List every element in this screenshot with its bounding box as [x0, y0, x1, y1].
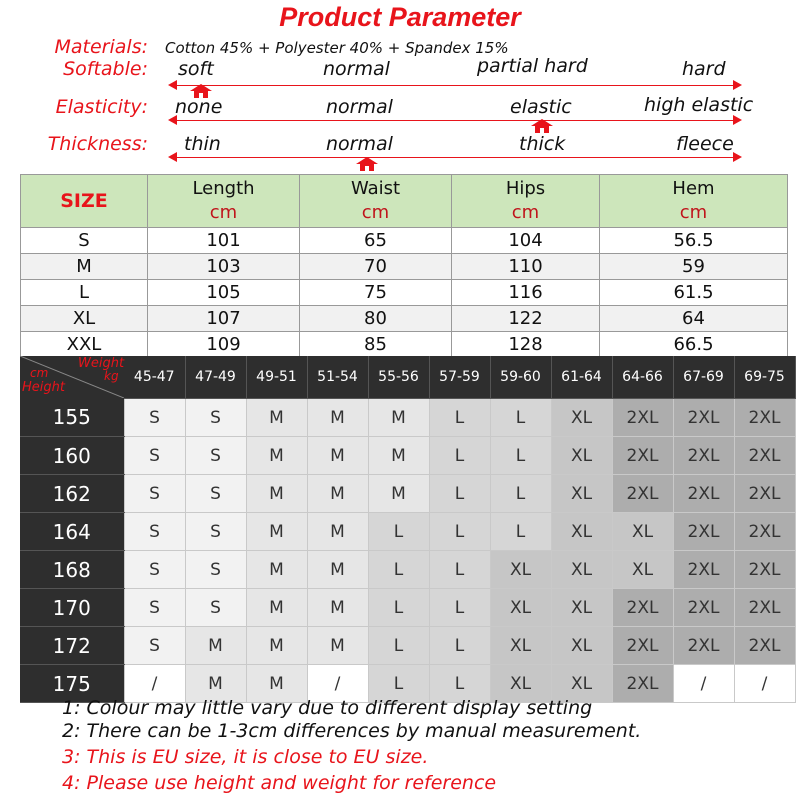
size-recommendation-cell: 2XL: [673, 437, 734, 475]
elasticity-option-high-elastic: high elastic: [644, 94, 754, 116]
size-measurement-table: [20, 174, 788, 358]
table-row: [21, 306, 788, 332]
size-recommendation-cell: L: [490, 437, 551, 475]
page-title: Product Parameter: [279, 2, 521, 32]
size-recommendation-cell: XL: [551, 437, 612, 475]
table-row: [20, 513, 795, 551]
size-recommendation-cell: M: [368, 399, 429, 437]
weight-range-header: 49-51: [246, 356, 307, 399]
hips-column-header: [452, 175, 600, 228]
size-recommendation-cell: L: [368, 627, 429, 665]
weight-axis-label: Weight: [78, 356, 125, 371]
elasticity-option-normal: normal: [326, 96, 393, 118]
length-unit: cm: [209, 202, 238, 223]
weight-range-header: 69-75: [734, 356, 795, 399]
size-cell: XL: [21, 306, 148, 332]
size-recommendation-cell: L: [490, 513, 551, 551]
weight-range-header: 55-56: [368, 356, 429, 399]
length-cell: 109: [148, 332, 300, 358]
height-weight-size-chart: [20, 356, 796, 703]
table-row: [20, 589, 795, 627]
table-row: [20, 399, 795, 437]
thickness-option-fleece: fleece: [676, 133, 734, 155]
size-table-header-row: [21, 175, 788, 228]
size-recommendation-cell: L: [490, 475, 551, 513]
weight-range-header: 45-47: [124, 356, 185, 399]
size-recommendation-cell: M: [307, 551, 368, 589]
elasticity-selected-marker-icon: [531, 119, 553, 133]
size-recommendation-cell: XL: [551, 551, 612, 589]
length-cell: 101: [148, 228, 300, 254]
height-value-cell: 172: [20, 627, 124, 665]
thickness-scale: [170, 157, 740, 158]
size-recommendation-cell: S: [124, 399, 185, 437]
table-row: [20, 551, 795, 589]
size-recommendation-cell: M: [246, 627, 307, 665]
size-recommendation-cell: 2XL: [612, 437, 673, 475]
softable-option-normal: normal: [323, 58, 390, 80]
hem-column-header: [600, 175, 788, 228]
size-recommendation-cell: M: [246, 437, 307, 475]
size-recommendation-cell: M: [246, 475, 307, 513]
hips-header-label: Hips: [505, 178, 546, 199]
height-value-cell: 155: [20, 399, 124, 437]
hem-cell: 56.5: [600, 228, 788, 254]
weight-range-header: 57-59: [429, 356, 490, 399]
hem-cell: 64: [600, 306, 788, 332]
size-cell: M: [21, 254, 148, 280]
size-recommendation-cell: 2XL: [734, 437, 795, 475]
size-recommendation-cell: XL: [551, 665, 612, 703]
weight-range-header: 59-60: [490, 356, 551, 399]
weight-range-header: 64-66: [612, 356, 673, 399]
size-recommendation-cell: XL: [551, 399, 612, 437]
size-recommendation-cell: 2XL: [673, 589, 734, 627]
size-recommendation-cell: M: [246, 589, 307, 627]
size-recommendation-cell: XL: [551, 589, 612, 627]
size-recommendation-cell: XL: [551, 513, 612, 551]
table-row: [20, 437, 795, 475]
size-recommendation-cell: M: [368, 437, 429, 475]
materials-label: Materials:: [54, 36, 148, 58]
hem-cell: 59: [600, 254, 788, 280]
thickness-option-thin: thin: [184, 133, 221, 155]
thickness-option-thick: thick: [519, 133, 566, 155]
hem-unit: cm: [679, 202, 708, 223]
size-recommendation-cell: S: [124, 475, 185, 513]
size-recommendation-cell: 2XL: [734, 475, 795, 513]
size-recommendation-cell: 2XL: [734, 399, 795, 437]
size-recommendation-cell: XL: [551, 475, 612, 513]
size-recommendation-cell: L: [368, 589, 429, 627]
size-recommendation-cell: L: [490, 399, 551, 437]
table-row: [20, 627, 795, 665]
materials-value: Cotton 45% + Polyester 40% + Spandex 15%: [165, 39, 509, 57]
size-recommendation-cell: M: [307, 589, 368, 627]
waist-header-label: Waist: [350, 178, 401, 199]
size-recommendation-cell: 2XL: [734, 551, 795, 589]
size-recommendation-cell: XL: [612, 513, 673, 551]
size-column-header: SIZE: [21, 175, 148, 228]
size-recommendation-cell: M: [185, 627, 246, 665]
hips-cell: 104: [452, 228, 600, 254]
note-3: 3: This is EU size, it is close to EU size.: [62, 746, 429, 768]
size-recommendation-cell: S: [185, 437, 246, 475]
size-recommendation-cell: L: [429, 551, 490, 589]
size-recommendation-cell: 2XL: [734, 627, 795, 665]
size-cell: L: [21, 280, 148, 306]
softable-option-hard: hard: [682, 58, 726, 80]
size-recommendation-cell: XL: [490, 589, 551, 627]
size-recommendation-cell: 2XL: [734, 589, 795, 627]
height-value-cell: 162: [20, 475, 124, 513]
size-recommendation-cell: M: [246, 665, 307, 703]
weight-range-header: 67-69: [673, 356, 734, 399]
size-recommendation-cell: M: [307, 399, 368, 437]
hips-unit: cm: [511, 202, 540, 223]
size-recommendation-cell: M: [185, 665, 246, 703]
length-cell: 103: [148, 254, 300, 280]
size-recommendation-cell: 2XL: [612, 399, 673, 437]
hips-cell: 116: [452, 280, 600, 306]
size-recommendation-cell: S: [124, 551, 185, 589]
size-recommendation-cell: L: [429, 475, 490, 513]
size-recommendation-cell: M: [307, 475, 368, 513]
waist-column-header: [300, 175, 452, 228]
size-recommendation-cell: L: [429, 437, 490, 475]
size-recommendation-cell: L: [429, 513, 490, 551]
size-recommendation-cell: /: [734, 665, 795, 703]
size-recommendation-cell: S: [124, 589, 185, 627]
waist-cell: 85: [300, 332, 452, 358]
size-recommendation-cell: M: [246, 551, 307, 589]
size-recommendation-cell: S: [124, 627, 185, 665]
size-recommendation-cell: L: [368, 551, 429, 589]
hem-header-label: Hem: [672, 178, 715, 199]
waist-unit: cm: [361, 202, 390, 223]
size-recommendation-cell: XL: [551, 627, 612, 665]
size-recommendation-cell: XL: [490, 627, 551, 665]
size-recommendation-cell: 2XL: [734, 513, 795, 551]
size-recommendation-cell: S: [185, 589, 246, 627]
size-recommendation-cell: /: [124, 665, 185, 703]
height-unit-label: cm: [30, 366, 49, 380]
size-recommendation-cell: 2XL: [673, 399, 734, 437]
elasticity-scale: [170, 120, 740, 121]
size-recommendation-cell: 2XL: [612, 589, 673, 627]
weight-range-header: 61-64: [551, 356, 612, 399]
height-value-cell: 160: [20, 437, 124, 475]
size-recommendation-cell: 2XL: [612, 475, 673, 513]
elasticity-option-none: none: [175, 96, 223, 118]
height-value-cell: 164: [20, 513, 124, 551]
size-recommendation-cell: XL: [612, 551, 673, 589]
size-recommendation-cell: M: [307, 437, 368, 475]
size-recommendation-cell: S: [185, 399, 246, 437]
size-recommendation-cell: /: [673, 665, 734, 703]
note-2: 2: There can be 1-3cm differences by manual measurement.: [62, 720, 642, 742]
size-recommendation-cell: M: [307, 627, 368, 665]
softable-scale: [170, 85, 740, 86]
size-recommendation-cell: L: [429, 589, 490, 627]
size-recommendation-cell: S: [124, 513, 185, 551]
waist-cell: 80: [300, 306, 452, 332]
grid-corner-cell: [20, 356, 124, 399]
height-value-cell: 170: [20, 589, 124, 627]
weight-range-header: 51-54: [307, 356, 368, 399]
length-cell: 107: [148, 306, 300, 332]
size-recommendation-cell: 2XL: [673, 513, 734, 551]
size-recommendation-cell: M: [307, 513, 368, 551]
size-recommendation-cell: L: [368, 665, 429, 703]
thickness-selected-marker-icon: [356, 157, 378, 171]
hips-cell: 128: [452, 332, 600, 358]
size-recommendation-cell: S: [124, 437, 185, 475]
waist-cell: 75: [300, 280, 452, 306]
grid-header-row: [20, 356, 795, 399]
waist-cell: 65: [300, 228, 452, 254]
length-column-header: [148, 175, 300, 228]
thickness-option-normal: normal: [326, 133, 393, 155]
table-row: [21, 280, 788, 306]
size-recommendation-cell: 2XL: [673, 551, 734, 589]
size-recommendation-cell: 2XL: [612, 627, 673, 665]
size-recommendation-cell: L: [429, 627, 490, 665]
note-1: 1: Colour may little vary due to different display setting: [62, 697, 593, 719]
length-cell: 105: [148, 280, 300, 306]
height-axis-label: Height: [22, 380, 65, 395]
height-value-cell: 168: [20, 551, 124, 589]
hips-cell: 110: [452, 254, 600, 280]
weight-range-header: 47-49: [185, 356, 246, 399]
hem-cell: 66.5: [600, 332, 788, 358]
size-recommendation-cell: M: [246, 513, 307, 551]
size-recommendation-cell: M: [368, 475, 429, 513]
note-4: 4: Please use height and weight for reference: [62, 772, 497, 794]
table-row: [21, 332, 788, 358]
size-recommendation-cell: L: [368, 513, 429, 551]
size-recommendation-cell: 2XL: [673, 475, 734, 513]
softable-option-partial-hard: partial hard: [477, 55, 588, 77]
softable-label: Softable:: [63, 58, 148, 80]
size-recommendation-cell: M: [246, 399, 307, 437]
size-chart-body: [20, 399, 795, 703]
table-row: [20, 475, 795, 513]
weight-unit-label: kg: [104, 369, 119, 383]
size-cell: XXL: [21, 332, 148, 358]
length-header-label: Length: [192, 178, 255, 199]
table-row: [21, 254, 788, 280]
size-recommendation-cell: S: [185, 551, 246, 589]
hem-cell: 61.5: [600, 280, 788, 306]
size-recommendation-cell: L: [429, 665, 490, 703]
size-recommendation-cell: XL: [490, 665, 551, 703]
table-row: [21, 228, 788, 254]
softable-option-soft: soft: [178, 58, 214, 80]
size-recommendation-cell: /: [307, 665, 368, 703]
size-recommendation-cell: S: [185, 475, 246, 513]
waist-cell: 70: [300, 254, 452, 280]
size-recommendation-cell: 2XL: [612, 665, 673, 703]
size-cell: S: [21, 228, 148, 254]
hips-cell: 122: [452, 306, 600, 332]
size-recommendation-cell: XL: [490, 551, 551, 589]
height-value-cell: 175: [20, 665, 124, 703]
elasticity-label: Elasticity:: [55, 96, 148, 118]
elasticity-option-elastic: elastic: [510, 96, 572, 118]
thickness-label: Thickness:: [47, 133, 148, 155]
size-recommendation-cell: 2XL: [673, 627, 734, 665]
size-recommendation-cell: L: [429, 399, 490, 437]
size-recommendation-cell: S: [185, 513, 246, 551]
